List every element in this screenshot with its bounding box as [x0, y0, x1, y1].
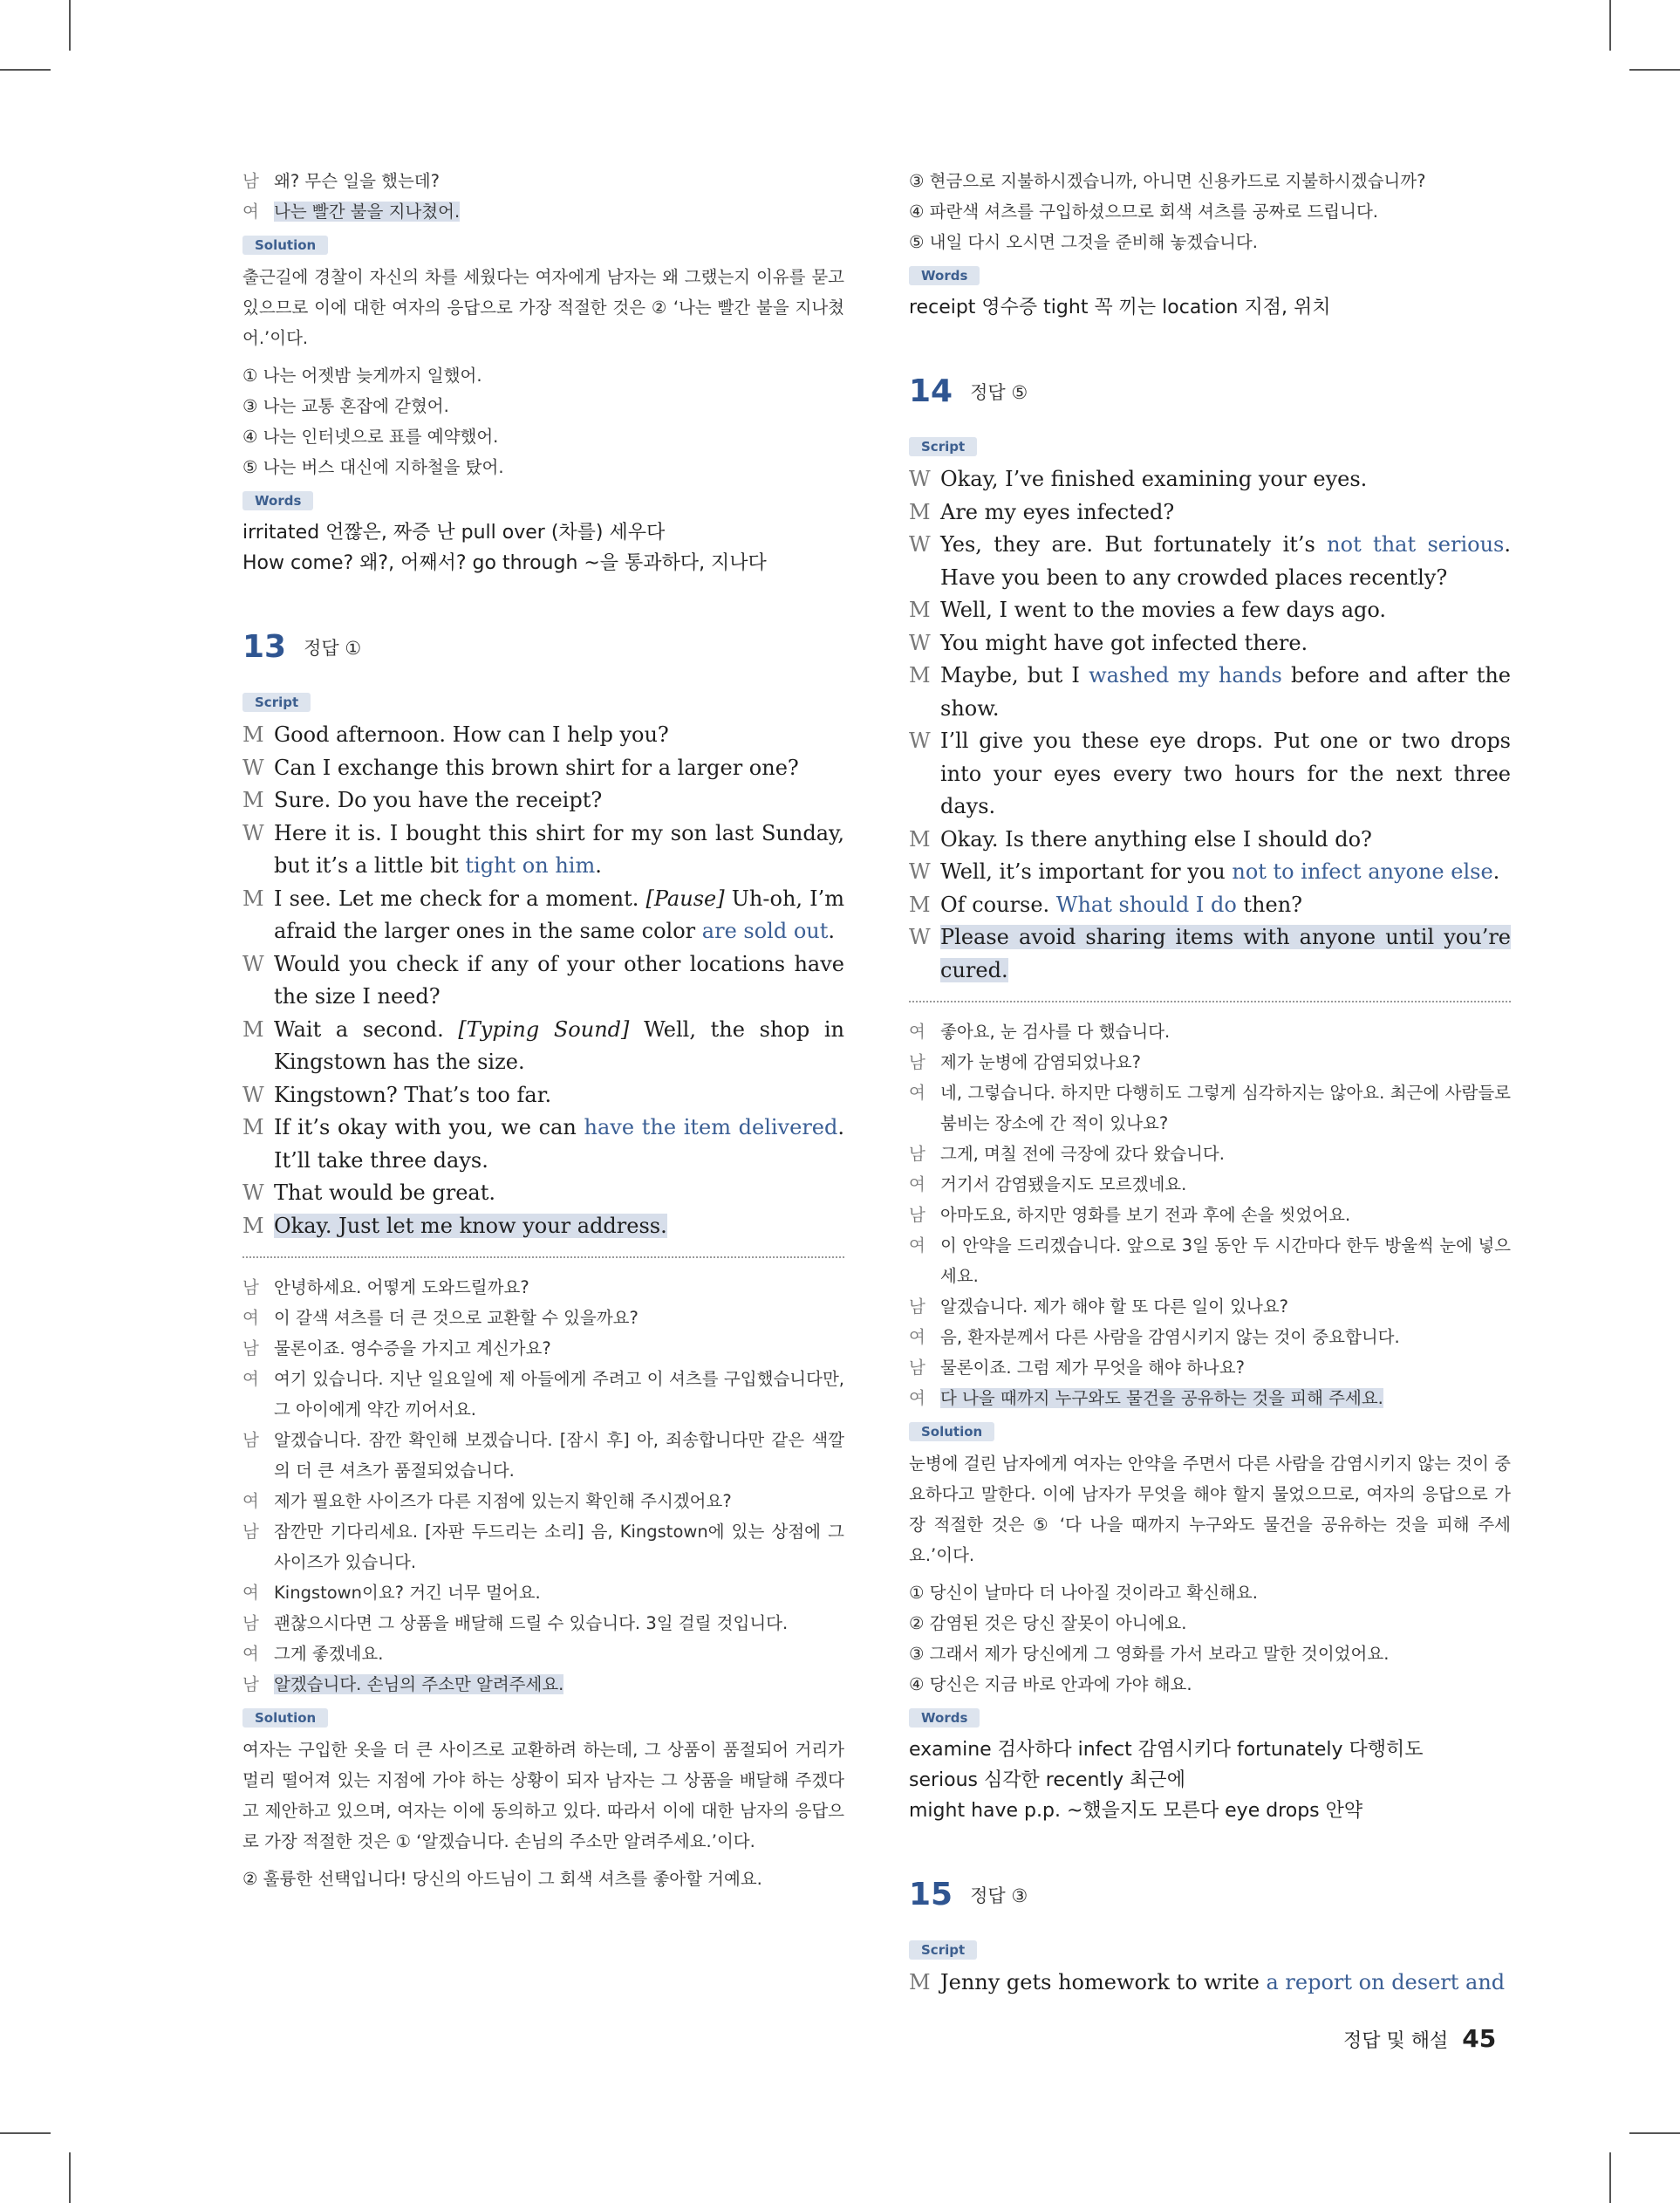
dialogue-line — [909, 529, 1511, 594]
q12-options — [242, 360, 844, 482]
line-text — [274, 719, 844, 752]
speaker-label: M — [909, 892, 931, 917]
text-segment: Would you check if any of your other locations have the size I need? — [274, 951, 844, 1009]
left-column — [242, 166, 844, 1894]
line-text — [940, 1230, 1511, 1291]
line-text — [940, 1047, 1511, 1078]
text-segment: I see. Let me check for a moment. — [274, 886, 646, 911]
dialogue-line — [909, 725, 1511, 824]
dialogue-line — [242, 196, 844, 227]
speaker-label: M — [909, 826, 931, 852]
speaker-label: 남 — [909, 1144, 925, 1164]
text-segment: 거기서 감염됐을지도 모르겠네요. — [940, 1174, 1187, 1194]
dialogue-line — [242, 1303, 844, 1333]
right-column — [909, 166, 1511, 2000]
dialogue-line — [909, 1230, 1511, 1291]
line-text — [940, 1016, 1511, 1047]
dialogue-line — [909, 1139, 1511, 1169]
dialogue-line — [909, 1047, 1511, 1078]
line-text — [274, 784, 844, 818]
answer-option: ③ 나는 교통 혼잡에 갇혔어. — [242, 396, 449, 416]
line-text — [940, 1139, 1511, 1169]
line-text — [274, 1272, 844, 1303]
q14-words — [909, 1734, 1511, 1826]
line-text — [940, 660, 1511, 725]
speaker-label: 여 — [909, 1327, 925, 1347]
dialogue-line — [909, 856, 1511, 889]
q14-script-badge: Script — [909, 437, 977, 456]
text-segment: Jenny gets homework to write — [940, 1970, 1267, 1994]
crop-mark-bottom-right-v — [1609, 2152, 1611, 2203]
text-segment: Can I exchange this brown shirt for a larger one? — [274, 755, 799, 780]
q12-solution-badge: Solution — [242, 236, 328, 255]
line-text — [940, 1169, 1511, 1200]
speaker-label: W — [242, 820, 264, 845]
answer-option: ⑤ 내일 다시 오시면 그것을 준비해 놓겠습니다. — [909, 232, 1258, 252]
line-text — [274, 1669, 844, 1700]
line-text — [274, 1577, 844, 1608]
line-text — [940, 627, 1511, 660]
crop-mark-bottom-left-v — [69, 2152, 71, 2203]
dialogue-line — [242, 1516, 844, 1577]
text-segment: Yes, they are. But fortunately it’s — [940, 532, 1328, 557]
text-segment: tight on him — [465, 853, 596, 878]
crop-mark-bottom-right-h — [1629, 2132, 1680, 2134]
speaker-label: M — [242, 722, 264, 747]
line-text — [274, 883, 844, 948]
text-segment: are sold out — [701, 919, 829, 943]
line-text — [274, 1486, 844, 1516]
answer-option: ① 나는 어젯밤 늦게까지 일했어. — [242, 366, 482, 386]
line-text — [940, 594, 1511, 627]
text-segment: 좋아요, 눈 검사를 다 했습니다. — [940, 1022, 1171, 1042]
dialogue-line — [242, 883, 844, 948]
text-segment: 왜? 무슨 일을 했는데? — [274, 171, 440, 191]
answer-option: ② 훌륭한 선택입니다! 당신의 아드님이 그 회색 셔츠를 좋아할 거예요. — [242, 1869, 762, 1889]
text-segment: [Pause] — [645, 886, 725, 911]
line-text — [274, 1210, 844, 1243]
text-segment: 안녕하세요. 어떻게 도와드릴까요? — [274, 1277, 529, 1297]
text-segment: 괜찮으시다면 그 상품을 배달해 드릴 수 있습니다. 3일 걸릴 것입니다. — [274, 1613, 789, 1633]
text-segment: a report on desert and — [1266, 1970, 1506, 1994]
page-footer — [1343, 2024, 1496, 2053]
text-segment: Okay, I’ve finished examining your eyes. — [940, 467, 1368, 491]
line-text — [940, 856, 1511, 889]
line-text — [274, 818, 844, 883]
text-segment: 네, 그렇습니다. 하지만 다행히도 그렇게 심각하지는 않아요. 최근에 사람들로 붐비는 장소에 간 적이 있나요? — [940, 1083, 1511, 1133]
text-segment: Sure. Do you have the receipt? — [274, 788, 603, 812]
speaker-label: 여 — [242, 1491, 259, 1511]
speaker-label: M — [242, 886, 264, 911]
line-text — [274, 1425, 844, 1486]
line-text — [940, 1200, 1511, 1230]
speaker-label: 남 — [242, 1613, 259, 1633]
crop-mark-top-left-h — [0, 69, 51, 71]
crop-mark-bottom-left-h — [0, 2132, 51, 2134]
dialogue-line — [242, 1577, 844, 1608]
q15-answer: 정답 ③ — [970, 1885, 1028, 1906]
text-segment: Good afternoon. How can I help you? — [274, 722, 669, 747]
dialogue-line — [242, 752, 844, 785]
dialogue-line — [242, 1079, 844, 1112]
dialogue-line — [242, 1486, 844, 1516]
text-segment: 물론이죠. 그럼 제가 무엇을 해야 하나요? — [940, 1358, 1245, 1378]
q13-number: 13 — [242, 629, 287, 665]
crop-mark-top-left-v — [69, 0, 71, 51]
line-text — [940, 1352, 1511, 1383]
q12-words-badge: Words — [242, 491, 313, 510]
text-segment: Wait a second. — [274, 1016, 459, 1042]
q13-answer: 정답 ① — [304, 637, 362, 659]
line-text — [274, 1364, 844, 1425]
dialogue-line — [242, 784, 844, 818]
text-segment: 제가 필요한 사이즈가 다른 지점에 있는지 확인해 주시겠어요? — [274, 1491, 732, 1511]
words-line: might have p.p. ~했을지도 모른다 eye drops 안약 — [909, 1800, 1363, 1822]
line-text — [274, 1112, 844, 1177]
dialogue-line — [242, 1210, 844, 1243]
line-text — [940, 1967, 1511, 2000]
text-segment: 물론이죠. 영수증을 가지고 계신가요? — [274, 1338, 551, 1358]
line-text — [274, 1303, 844, 1333]
text-segment: 여기 있습니다. 지난 일요일에 제 아들에게 주려고 이 셔츠를 구입했습니다만, 그 아이에게 약간 끼어서요. — [274, 1369, 844, 1420]
dialogue-line — [909, 1078, 1511, 1139]
text-segment: . — [828, 919, 836, 943]
text-segment: . — [1492, 859, 1500, 884]
q13-translation — [242, 1272, 844, 1700]
dialogue-line — [242, 818, 844, 883]
speaker-label: M — [242, 1016, 264, 1042]
q13-options — [242, 1864, 844, 1894]
answer-option: ④ 파란색 셔츠를 구입하셨으므로 회색 셔츠를 공짜로 드립니다. — [909, 202, 1378, 222]
text-segment: not to infect anyone else — [1232, 859, 1493, 884]
words-line: How come? 왜?, 어째서? go through ~을 통과하다, 지나다 — [242, 552, 767, 574]
words-line: receipt 영수증 tight 꼭 끼는 location 지점, 위치 — [909, 297, 1331, 318]
speaker-label: 여 — [242, 1583, 259, 1603]
q14-number: 14 — [909, 373, 953, 409]
q14-solution-badge: Solution — [909, 1422, 994, 1441]
dialogue-line — [909, 921, 1511, 987]
dialogue-line — [242, 1639, 844, 1669]
text-segment: 다 나을 때까지 누구와도 물건을 공유하는 것을 피해 주세요. — [940, 1388, 1383, 1408]
line-text — [940, 463, 1511, 496]
speaker-label: W — [909, 729, 931, 753]
speaker-label: 남 — [242, 171, 259, 191]
line-text — [940, 1383, 1511, 1413]
text-segment: 이 안약을 드리겠습니다. 앞으로 3일 동안 두 시간마다 한두 방울씩 눈에 넣으세요. — [940, 1235, 1511, 1286]
speaker-label: M — [909, 1970, 931, 1994]
dialogue-line — [909, 1200, 1511, 1230]
q13-words — [909, 292, 1511, 323]
speaker-label: 남 — [242, 1522, 259, 1542]
q12-translation-end — [242, 166, 844, 227]
q14-header — [909, 373, 1511, 409]
speaker-label: W — [909, 467, 931, 491]
answer-option: ③ 현금으로 지불하시겠습니까, 아니면 신용카드로 지불하시겠습니까? — [909, 171, 1426, 191]
text-segment: Of course. — [940, 892, 1056, 917]
dialogue-line — [242, 1112, 844, 1177]
speaker-label: W — [242, 1180, 264, 1205]
text-segment: 잠깐만 기다리세요. [자판 두드리는 소리] 음, Kingstown에 있는 상점에 그 사이즈가 있습니다. — [274, 1522, 844, 1572]
text-segment: Kingstown이요? 거긴 너무 멀어요. — [274, 1583, 541, 1603]
page-number: 45 — [1462, 2024, 1497, 2053]
text-segment: 그게 좋겠네요. — [274, 1644, 384, 1664]
q14-options — [909, 1577, 1511, 1700]
words-line: serious 심각한 recently 최근에 — [909, 1769, 1185, 1791]
speaker-label: M — [242, 1115, 264, 1139]
speaker-label: M — [242, 788, 264, 812]
text-segment: Maybe, but I — [940, 663, 1089, 688]
q13-script-badge: Script — [242, 693, 311, 712]
text-segment: You might have got infected there. — [940, 630, 1308, 655]
q15-header — [909, 1877, 1511, 1912]
dialogue-line — [909, 594, 1511, 627]
text-segment: If it’s okay with you, we can — [274, 1115, 584, 1139]
text-segment: 알겠습니다. 잠깐 확인해 보겠습니다. [잠시 후] 아, 죄송합니다만 같은 색깔의 더 큰 셔츠가 품절되었습니다. — [274, 1430, 844, 1481]
speaker-label: 여 — [909, 1388, 925, 1408]
text-segment: 이 갈색 셔츠를 더 큰 것으로 교환할 수 있을까요? — [274, 1308, 639, 1328]
line-text — [274, 166, 844, 196]
line-text — [274, 196, 844, 227]
dialogue-line — [909, 1967, 1511, 2000]
footer-label: 정답 및 해설 — [1343, 2030, 1449, 2052]
line-text — [274, 1177, 844, 1210]
speaker-label: 여 — [909, 1083, 925, 1103]
line-text — [940, 529, 1511, 594]
text-segment: 그게, 며칠 전에 극장에 갔다 왔습니다. — [940, 1144, 1225, 1164]
q14-words-badge: Words — [909, 1708, 980, 1728]
speaker-label: 여 — [242, 202, 259, 222]
q13-script — [242, 719, 844, 1242]
text-segment: before and after the show. — [940, 663, 1512, 721]
dialogue-line — [242, 1177, 844, 1210]
speaker-label: 여 — [909, 1235, 925, 1255]
dialogue-line — [242, 1333, 844, 1364]
dialogue-line — [242, 1608, 844, 1639]
text-segment: then? — [1236, 892, 1303, 917]
text-segment: That would be great. — [274, 1180, 495, 1205]
q14-solution-text: 눈병에 걸린 남자에게 여자는 안약을 주면서 다른 사람을 감염시키지 않는 것이 중요하다고 말한다. 이에 남자가 무엇을 해야 할지 물었으므로, 여자의 응답으로 가장 적절한 것은 ⑤ ‘다 나을 때까지 누구와도 물건을 공유하는 것을 피해 주세요.’이다. — [909, 1454, 1511, 1565]
text-segment: Are my eyes infected? — [940, 499, 1175, 524]
speaker-label: 남 — [909, 1205, 925, 1225]
q14-translation — [909, 1016, 1511, 1413]
words-line: examine 검사하다 infect 감염시키다 fortunately 다행히도 — [909, 1739, 1424, 1761]
dialogue-line — [242, 166, 844, 196]
speaker-label: W — [242, 1082, 264, 1107]
speaker-label: M — [909, 663, 931, 688]
line-text — [940, 1291, 1511, 1322]
text-segment: Well, I went to the movies a few days ago. — [940, 598, 1387, 622]
dialogue-line — [242, 1272, 844, 1303]
text-segment: [Typing Sound] — [458, 1016, 630, 1042]
line-text — [940, 889, 1511, 922]
speaker-label: W — [909, 532, 931, 557]
text-segment: have the item delivered — [584, 1115, 838, 1139]
text-segment: 알겠습니다. 제가 해야 할 또 다른 일이 있나요? — [940, 1296, 1289, 1317]
text-segment: 알겠습니다. 손님의 주소만 알려주세요. — [274, 1674, 564, 1694]
dialogue-line — [242, 1669, 844, 1700]
line-text — [274, 752, 844, 785]
speaker-label: W — [909, 925, 931, 949]
q15-script — [909, 1967, 1511, 2000]
text-segment: Uh-oh, I’m afraid the larger ones in the same color — [274, 886, 844, 943]
q12-solution-text: 출근길에 경찰이 자신의 차를 세웠다는 여자에게 남자는 왜 그랬는지 이유를 묻고 있으므로 이에 대한 여자의 응답으로 가장 적절한 것은 ② ‘나는 빨간 불을 지나쳤어.’이다. — [242, 267, 844, 348]
answer-option: ⑤ 나는 버스 대신에 지하철을 탔어. — [242, 457, 504, 477]
dialogue-line — [909, 1322, 1511, 1352]
speaker-label: 남 — [242, 1277, 259, 1297]
text-segment: What should I do — [1055, 892, 1237, 917]
q14-answer: 정답 ⑤ — [970, 381, 1028, 403]
line-text — [274, 1608, 844, 1639]
line-text — [274, 1014, 844, 1079]
dialogue-line — [909, 627, 1511, 660]
speaker-label: 남 — [242, 1338, 259, 1358]
text-segment: I’ll give you these eye drops. Put one or two drops into your eyes every two hours for the next three days. — [940, 729, 1511, 818]
speaker-label: 여 — [909, 1022, 925, 1042]
line-text — [940, 1322, 1511, 1352]
text-segment: washed my hands — [1089, 663, 1282, 688]
line-text — [274, 1639, 844, 1669]
dialogue-line — [909, 1352, 1511, 1383]
line-text — [940, 921, 1511, 987]
dialogue-line — [242, 1364, 844, 1425]
dialogue-line — [909, 1016, 1511, 1047]
crop-mark-top-right-v — [1609, 0, 1611, 51]
text-segment: . — [595, 853, 602, 878]
q14-divider — [909, 1001, 1511, 1002]
q12-words — [242, 517, 844, 578]
dialogue-line — [242, 1425, 844, 1486]
text-segment: 아마도요, 하지만 영화를 보기 전과 후에 손을 씻었어요. — [940, 1205, 1351, 1225]
q13-solution-badge: Solution — [242, 1708, 328, 1728]
q13-divider — [242, 1256, 844, 1258]
line-text — [274, 1516, 844, 1577]
text-segment: 나는 빨간 불을 지나쳤어. — [274, 202, 461, 222]
text-segment: Okay. Just let me know your address. — [274, 1213, 667, 1238]
text-segment: Okay. Is there anything else I should do? — [940, 826, 1372, 852]
q14-script — [909, 463, 1511, 987]
q13-options-continued — [909, 166, 1511, 257]
words-line: irritated 언짢은, 짜증 난 pull over (차를) 세우다 — [242, 522, 666, 544]
crop-mark-top-right-h — [1629, 69, 1680, 71]
speaker-label: 여 — [242, 1308, 259, 1328]
line-text — [940, 496, 1511, 530]
speaker-label: W — [242, 755, 264, 780]
text-segment: 음, 환자분께서 다른 사람을 감염시키지 않는 것이 중요합니다. — [940, 1327, 1400, 1347]
text-segment: Well, the shop in Kingstown has the size. — [274, 1016, 845, 1074]
answer-option: ④ 나는 인터넷으로 표를 예약했어. — [242, 427, 499, 447]
speaker-label: 여 — [909, 1174, 925, 1194]
speaker-label: M — [242, 1213, 264, 1238]
speaker-label: 여 — [242, 1369, 259, 1389]
dialogue-line — [242, 719, 844, 752]
speaker-label: 남 — [242, 1430, 259, 1450]
speaker-label: W — [909, 630, 931, 655]
speaker-label: 남 — [909, 1358, 925, 1378]
text-segment: Kingstown? That’s too far. — [274, 1082, 552, 1107]
text-segment: Well, it’s important for you — [940, 859, 1233, 884]
answer-option: ① 당신이 날마다 더 나아질 것이라고 확신해요. — [909, 1583, 1258, 1603]
line-text — [274, 1079, 844, 1112]
q13-header — [242, 629, 844, 665]
dialogue-line — [909, 824, 1511, 857]
speaker-label: W — [242, 951, 264, 976]
text-segment: 제가 눈병에 감염되었나요? — [940, 1052, 1141, 1072]
speaker-label: 여 — [242, 1644, 259, 1664]
dialogue-line — [242, 948, 844, 1014]
dialogue-line — [909, 889, 1511, 922]
speaker-label: 남 — [242, 1674, 259, 1694]
dialogue-line — [909, 660, 1511, 725]
speaker-label: 남 — [909, 1052, 925, 1072]
speaker-label: M — [909, 598, 931, 622]
text-segment: Please avoid sharing items with anyone until you’re cured. — [940, 925, 1511, 982]
q13-words-badge: Words — [909, 266, 980, 285]
dialogue-line — [909, 496, 1511, 530]
q15-script-badge: Script — [909, 1940, 977, 1960]
speaker-label: M — [909, 499, 931, 524]
dialogue-line — [909, 463, 1511, 496]
line-text — [940, 1078, 1511, 1139]
line-text — [274, 1333, 844, 1364]
dialogue-line — [909, 1291, 1511, 1322]
dialogue-line — [909, 1169, 1511, 1200]
text-segment: . Have you been to any crowded places recently? — [940, 532, 1511, 590]
answer-option: ③ 그래서 제가 당신에게 그 영화를 가서 보라고 말한 것이었어요. — [909, 1644, 1390, 1664]
q13-solution-text: 여자는 구입한 옷을 더 큰 사이즈로 교환하려 하는데, 그 상품이 품절되어 거리가 멀리 떨어져 있는 지점에 가야 하는 상황이 되자 남자는 그 상품을 배달해 주겠다고 제안하고 있으며, 여자는 이에 동의하고 있다. 따라서 이에 대한 남자의 응답으로 가장 적절한 것은 ① ‘알겠습니다. 손님의 주소만 알려주세요.’이다. — [242, 1740, 844, 1851]
dialogue-line — [909, 1383, 1511, 1413]
speaker-label: 남 — [909, 1296, 925, 1317]
answer-option: ② 감염된 것은 당신 잘못이 아니에요. — [909, 1613, 1187, 1633]
answer-option: ④ 당신은 지금 바로 안과에 가야 해요. — [909, 1674, 1192, 1694]
line-text — [940, 725, 1511, 824]
dialogue-line — [242, 1014, 844, 1079]
q15-number: 15 — [909, 1877, 953, 1912]
line-text — [274, 948, 844, 1014]
text-segment: Here it is. I bought this shirt for my son last Sunday, but it’s a little bit — [274, 820, 844, 878]
text-segment: not that serious — [1327, 532, 1505, 557]
speaker-label: W — [909, 859, 931, 884]
line-text — [940, 824, 1511, 857]
text-segment: . It’ll take three days. — [274, 1115, 845, 1173]
